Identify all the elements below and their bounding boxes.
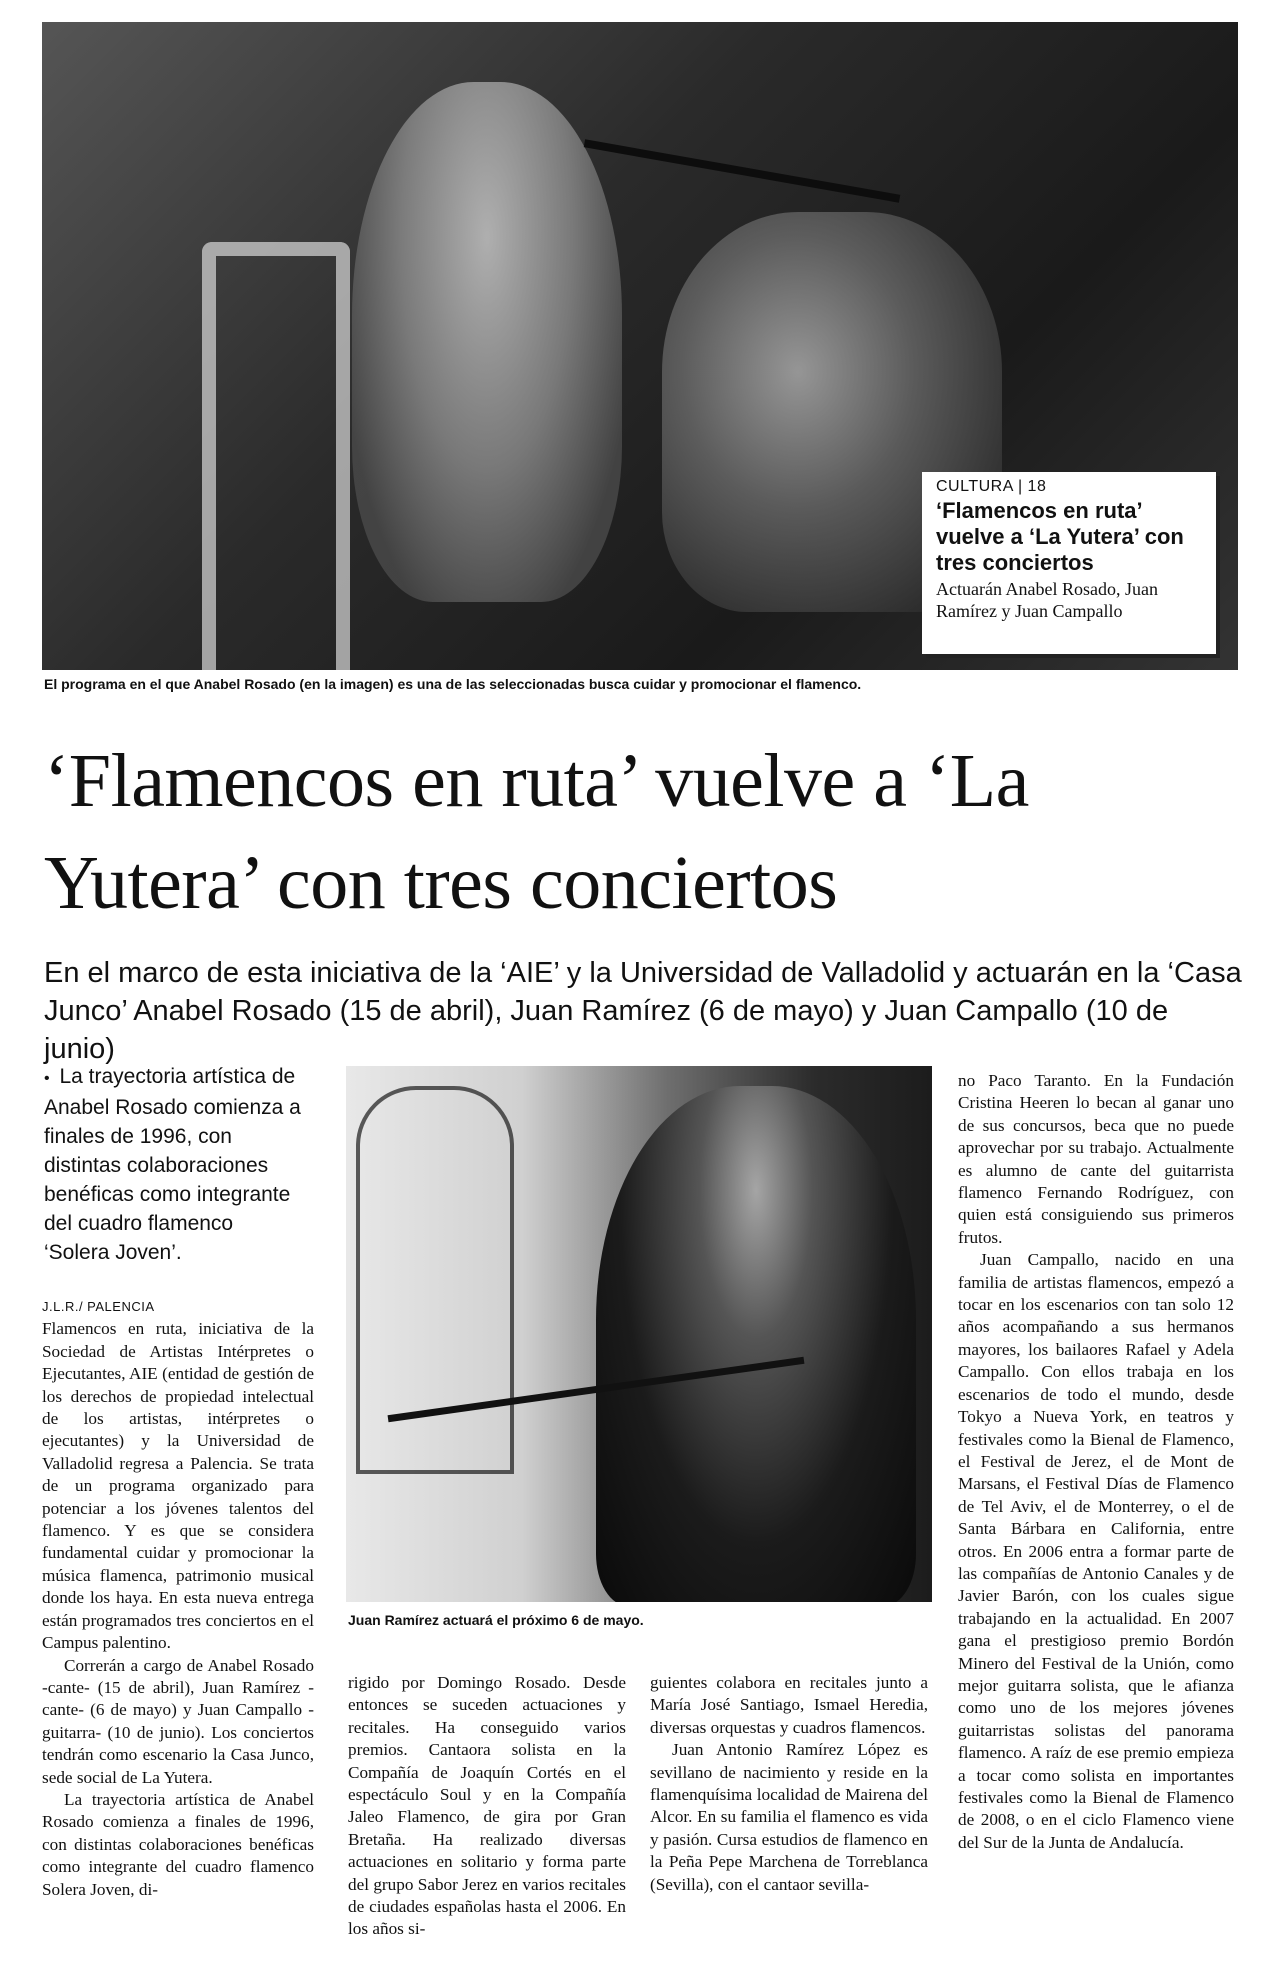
paragraph: guientes colabora en recitales junto a María José Santiago, Ismael Heredia, diversas orquestas y cuadros flamencos. <box>650 1673 928 1737</box>
article-column-4 <box>958 1070 1234 1854</box>
article-column-3 <box>650 1672 928 1896</box>
photo-window-grille-shape <box>356 1086 514 1474</box>
highlight-pullquote <box>44 1062 304 1267</box>
top-photo-caption: El programa en el que Anabel Rosado (en la imagen) es una de las seleccionadas busca cuidar y promocionar el flamenco. <box>44 676 862 692</box>
paragraph: Flamencos en ruta, iniciativa de la Sociedad de Artistas Intérpretes o Ejecutantes, AIE (entidad de gestión de los derechos de propiedad intelectual de los artistas, intérpretes o ejecutantes) y la Universidad de Valladolid regresa a Palencia. Se trata de un programa organizado para potenciar a los jóvenes talentos del flamenco. Y es que se considera fundamental cuidar y promocionar la música flamenca, patrimonio musical donde los haya. En esta nueva entrega están programados tres conciertos en el Campus palentino. <box>42 1319 314 1653</box>
teaser-subtitle: Actuarán Anabel Rosado, Juan Ramírez y Juan Campallo <box>936 579 1158 621</box>
bullet-icon: • <box>44 1070 50 1087</box>
article-deck: En el marco de esta iniciativa de la ‘AIE’ y la Universidad de Valladolid y actuarán en la ‘Casa Junco’ Anabel Rosado (15 de abril), Juan Ramírez (6 de mayo) y Juan Campallo (10 de junio) <box>44 957 1242 1065</box>
paragraph: no Paco Taranto. En la Fundación Cristina Heeren lo becan al ganar uno de sus concursos, beca que no puede aprovechar por su trabajo. Actualmente es alumno de cante del guitarrista flamenco Fernando Rodríguez, con quien está consiguiendo sus primeros frutos. <box>958 1071 1234 1247</box>
photo-juan-ramirez-caption: Juan Ramírez actuará el próximo 6 de mayo. <box>348 1612 644 1628</box>
highlight-text: La trayectoria artística de Anabel Rosado comienza a finales de 1996, con distintas colaboraciones benéficas como integrante del cuadro flamenco ‘Solera Joven’. <box>44 1065 301 1264</box>
paragraph: Correrán a cargo de Anabel Rosado -cante- (15 de abril), Juan Ramírez -cante- (6 de mayo) y Juan Campallo -guitarra- (10 de junio). Los conciertos tendrán como escenario la Casa Junco, sede social de La Yutera. <box>42 1655 314 1787</box>
article-column-1 <box>42 1296 314 1901</box>
photo-singer-figure <box>352 82 622 602</box>
teaser-title: ‘Flamencos en ruta’ vuelve a ‘La Yutera’ con tres conciertos <box>936 498 1184 575</box>
article-headline: ‘Flamencos en ruta’ vuelve a ‘La Yutera’ con tres conciertos <box>44 739 1029 925</box>
paragraph: rigido por Domingo Rosado. Desde entonces se suceden actuaciones y recitales. Ha conseguido varios premios. Cantaora solista en la Compañía de Joaquín Cortés en el espectáculo Soul y en la Compañía Jaleo Flamenco, de gira por Gran Bretaña. Ha realizado diversas actuaciones en solitario y forma parte del grupo Sabor Jerez en varios recitales de ciudades españolas hasta el 2006. En los años si- <box>348 1673 626 1939</box>
photo-microphone-shape <box>584 139 901 202</box>
photo-singer-figure <box>596 1086 916 1602</box>
photo-chair-shape <box>202 242 350 670</box>
paragraph: La trayectoria artística de Anabel Rosado comienza a finales de 1996, con distintas colaboraciones benéficas como integrante del cuadro flamenco Solera Joven, di- <box>42 1789 314 1899</box>
paragraph: Juan Campallo, nacido en una familia de artistas flamencos, empezó a tocar en los escenarios con tan solo 12 años acompañando a sus hermanos mayores, los bailaores Rafael y Adela Campallo. Con ellos trabaja en los escenarios de todo el mundo, desde Tokyo a Nueva York, en teatros y festivales como la Bienal de Flamenco, el Festival de Jerez, el de Mont de Marsans, el Festival Días de Flamenco de Tel Aviv, el de Monterrey, o el de Santa Bárbara en California, entre otros. En 2006 entra a formar parte de las compañías de Antonio Canales y de Javier Barón, con los cuales sigue trabajando en la actualidad. En 2007 gana el prestigioso premio Bordón Minero del Festival de la Unión, como mejor guitarra solista, que le afianza como uno de los mejores jóvenes guitarristas solistas del panorama flamenco. A raíz de ese premio empieza a tocar como solista en importantes festivales como la Bienal de Flamenco de 2008, o en el ciclo Flamenco viene del Sur de la Junta de Andalucía. <box>958 1250 1234 1852</box>
article-column-2 <box>348 1672 626 1941</box>
teaser-box <box>922 472 1216 654</box>
paragraph: Juan Antonio Ramírez López es sevillano de nacimiento y reside en la flamenquísima localidad de Mairena del Alcor. En su familia el flamenco es vida y pasión. Cursa estudios de flamenco en la Peña Pepe Marchena de Torreblanca (Sevilla), con el cantaor sevilla- <box>650 1740 928 1894</box>
teaser-section-label: CULTURA | 18 <box>936 478 1047 495</box>
byline: J.L.R./ PALENCIA <box>42 1299 155 1314</box>
photo-juan-ramirez <box>346 1066 932 1602</box>
